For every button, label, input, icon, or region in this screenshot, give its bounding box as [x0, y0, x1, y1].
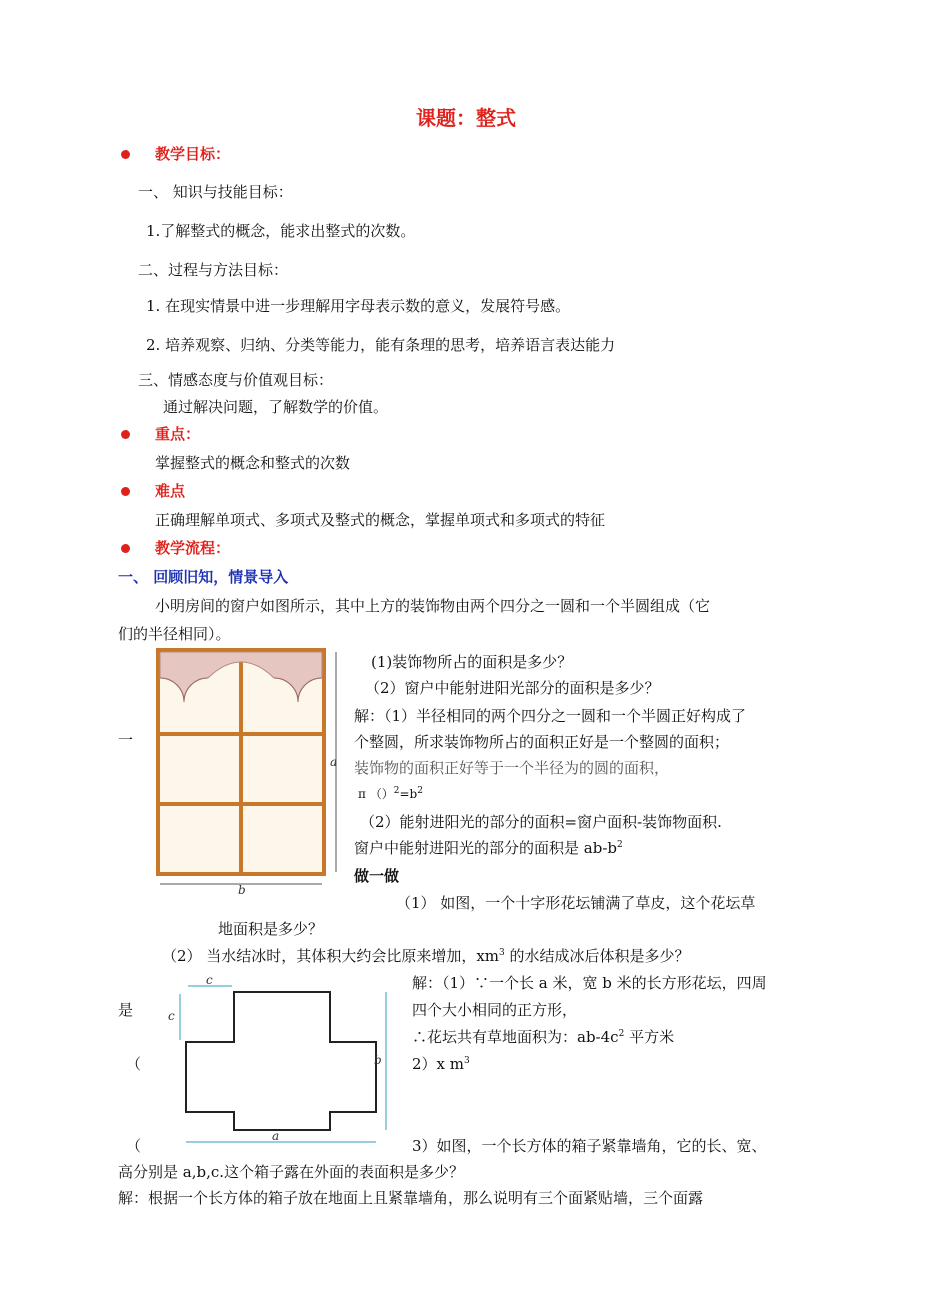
- key-text: 掌握整式的概念和整式的次数: [155, 454, 351, 472]
- task1-line1: （1） 如图，一个十字形花坛铺满了草皮，这个花坛草: [396, 894, 756, 912]
- goal2-item2: 2. 培养观察、归纳、分类等能力，能有条理的思考，培养语言表达能力: [146, 336, 616, 354]
- question-1: (1)装饰物所占的面积是多少？: [371, 653, 573, 671]
- question-2: （2）窗户中能射进阳光部分的面积是多少？: [365, 679, 660, 697]
- cross-width-label: a: [272, 1129, 280, 1143]
- task2: （2） 当水结冰时，其体积大约会比原来增加，$xm^3$ 的水结成冰后体积是多少？: [162, 947, 690, 965]
- stray-mark: 一: [118, 731, 134, 749]
- answer1-line2: 四个大小相同的正方形，: [412, 1001, 578, 1019]
- solution2-line1: （2）能射进阳光的部分的面积=窗户面积-装饰物面积.: [360, 813, 722, 831]
- window-figure: [150, 648, 350, 896]
- task1-line2: 地面积是多少？: [218, 920, 324, 938]
- task3-line2: 高分别是 a,b,c.这个箱子露在外面的表面积是多少？: [118, 1163, 465, 1181]
- answer1-line1: 解：（1）∵一个长 a 米，宽 b 米的长方形花坛，四周: [412, 974, 767, 992]
- difficult-text: 正确理解单项式、多项式及整式的概念，掌握单项式和多项式的特征: [155, 511, 606, 529]
- goal3-item: 通过解决问题，了解数学的价值。: [163, 398, 389, 416]
- task3-line1: 3）如图，一个长方体的箱子紧靠墙角，它的长、宽、: [412, 1137, 767, 1155]
- goal1-heading: 一、 知识与技能目标：: [138, 183, 293, 201]
- area-formula: π $()^2=b^2$: [358, 786, 423, 801]
- window-height-label: a: [330, 755, 338, 769]
- answer1-line3: ∴花坛共有草地面积为：$ab-4c^2$ 平方米: [412, 1028, 675, 1046]
- intro-line2: 们的半径相同）。: [118, 625, 231, 643]
- solution1-line2: 个整圆，所求装饰物所占的面积正好是一个整圆的面积；: [354, 733, 730, 751]
- bullet-icon: [121, 430, 130, 439]
- intro-line1: 小明房间的窗户如图所示，其中上方的装饰物由两个四分之一圆和一个半圆组成（它: [155, 597, 711, 615]
- section1-heading: 一、 回顾旧知，情景导入: [118, 568, 289, 586]
- goal2-item1: 1. 在现实情景中进一步理解用字母表示数的意义，发展符号感。: [146, 297, 571, 315]
- do-heading: 做一做: [354, 867, 400, 885]
- window-width-label: b: [238, 883, 246, 896]
- key-heading: 重点：: [155, 425, 201, 443]
- answer3-line1: 解：根据一个长方体的箱子放在地面上且紧靠墙角，那么说明有三个面紧贴墙，三个面露: [118, 1189, 704, 1207]
- bullet-icon: [121, 544, 130, 553]
- goal2-heading: 二、过程与方法目标：: [138, 261, 289, 279]
- margin-paren-2: （: [126, 1137, 142, 1155]
- margin-shi: 是: [118, 1001, 134, 1019]
- solution1-line3: 装饰物的面积正好等于一个半径为的圆的面积，: [354, 759, 670, 777]
- bullet-icon: [121, 150, 130, 159]
- bullet-icon: [121, 487, 130, 496]
- solution1-line1: 解：（1）半径相同的两个四分之一圆和一个半圆正好构成了: [354, 707, 747, 725]
- cross-square-side-label: c: [168, 1009, 175, 1023]
- page-title: 课题：整式: [416, 106, 516, 130]
- margin-paren-1: （: [126, 1055, 142, 1073]
- solution2-line2: 窗户中能射进阳光的部分的面积是 $ab-b^2$: [354, 839, 623, 857]
- cross-square-top-label: c: [206, 973, 213, 987]
- cross-figure: [160, 972, 400, 1152]
- difficult-heading: 难点: [155, 482, 186, 500]
- cross-height-label: b: [374, 1053, 382, 1067]
- goals-heading: 教学目标：: [155, 145, 231, 163]
- answer2: 2）x $m^3$: [412, 1055, 470, 1073]
- goal3-heading: 三、情感态度与价值观目标：: [138, 371, 334, 389]
- goal1-item1: 1.了解整式的概念，能求出整式的次数。: [146, 222, 416, 240]
- flow-heading: 教学流程：: [155, 539, 231, 557]
